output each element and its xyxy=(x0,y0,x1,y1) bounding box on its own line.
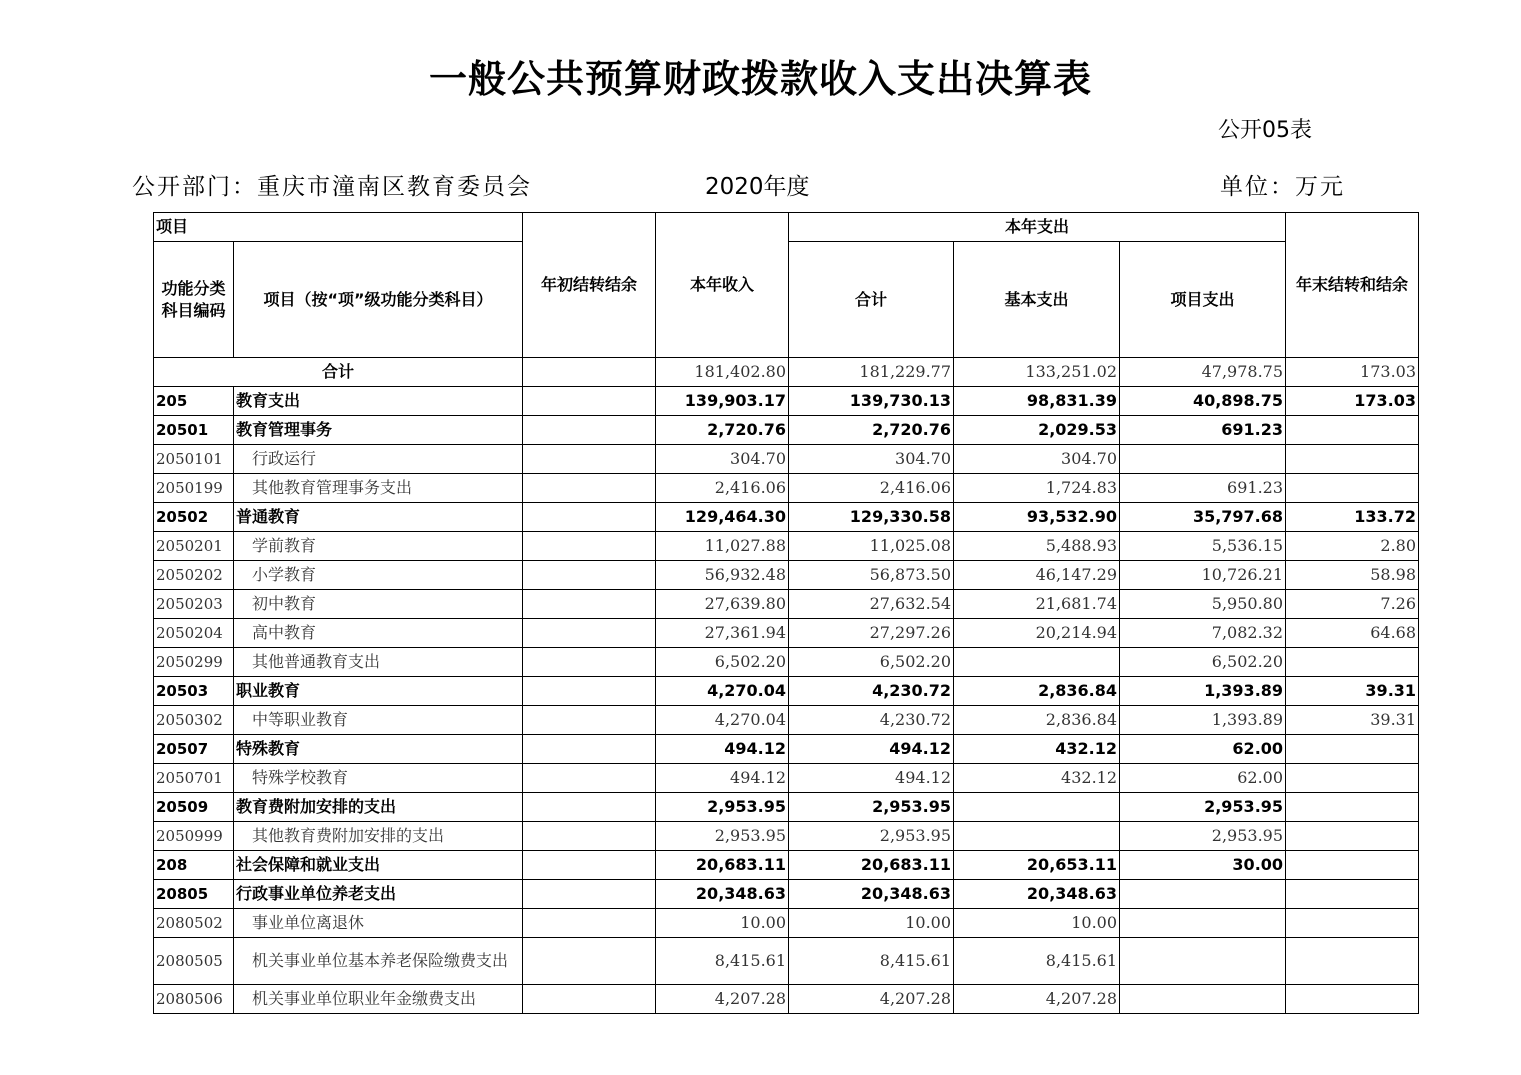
total-row xyxy=(154,358,1419,387)
row-total: 11,025.08 xyxy=(789,532,954,561)
row-name: 小学教育 xyxy=(234,561,523,590)
row-project xyxy=(1120,985,1286,1014)
row-basic: 2,836.84 xyxy=(954,677,1120,706)
row-project: 5,536.15 xyxy=(1120,532,1286,561)
row-project: 5,950.80 xyxy=(1120,590,1286,619)
table-row xyxy=(154,503,1419,532)
row-begin xyxy=(523,416,656,445)
row-begin xyxy=(523,677,656,706)
row-end xyxy=(1286,735,1419,764)
row-code: 2050201 xyxy=(154,532,234,561)
row-name: 机关事业单位基本养老保险缴费支出 xyxy=(234,938,523,985)
table-row xyxy=(154,985,1419,1014)
row-begin xyxy=(523,851,656,880)
row-income: 11,027.88 xyxy=(656,532,789,561)
row-begin xyxy=(523,793,656,822)
row-income: 20,348.63 xyxy=(656,880,789,909)
row-total: 304.70 xyxy=(789,445,954,474)
table-row xyxy=(154,851,1419,880)
fiscal-year: 2020年度 xyxy=(705,174,810,200)
row-income: 4,207.28 xyxy=(656,985,789,1014)
row-end: 2.80 xyxy=(1286,532,1419,561)
row-begin xyxy=(523,938,656,985)
row-name: 其他教育管理事务支出 xyxy=(234,474,523,503)
row-code: 20509 xyxy=(154,793,234,822)
total-label: 合计 xyxy=(154,358,523,387)
row-basic: 20,214.94 xyxy=(954,619,1120,648)
row-code: 2080505 xyxy=(154,938,234,985)
row-project: 7,082.32 xyxy=(1120,619,1286,648)
row-end xyxy=(1286,474,1419,503)
row-end: 58.98 xyxy=(1286,561,1419,590)
row-total: 27,297.26 xyxy=(789,619,954,648)
budget-table xyxy=(153,212,1419,1014)
row-income: 8,415.61 xyxy=(656,938,789,985)
row-begin xyxy=(523,648,656,677)
row-name: 普通教育 xyxy=(234,503,523,532)
row-project xyxy=(1120,909,1286,938)
row-basic: 93,532.90 xyxy=(954,503,1120,532)
row-project xyxy=(1120,938,1286,985)
row-income: 27,361.94 xyxy=(656,619,789,648)
row-end xyxy=(1286,880,1419,909)
row-name: 特殊学校教育 xyxy=(234,764,523,793)
row-project: 6,502.20 xyxy=(1120,648,1286,677)
row-total: 494.12 xyxy=(789,735,954,764)
row-basic: 1,724.83 xyxy=(954,474,1120,503)
header-project: 项目 xyxy=(154,213,523,242)
row-code: 20502 xyxy=(154,503,234,532)
row-code: 2050199 xyxy=(154,474,234,503)
row-total: 20,348.63 xyxy=(789,880,954,909)
row-end: 64.68 xyxy=(1286,619,1419,648)
row-project: 2,953.95 xyxy=(1120,822,1286,851)
row-end xyxy=(1286,416,1419,445)
row-begin xyxy=(523,619,656,648)
row-begin xyxy=(523,532,656,561)
row-end xyxy=(1286,648,1419,677)
row-basic: 20,348.63 xyxy=(954,880,1120,909)
row-begin xyxy=(523,474,656,503)
row-project: 1,393.89 xyxy=(1120,706,1286,735)
department-label: 公开部门：重庆市潼南区教育委员会 xyxy=(132,174,532,200)
header-name: 项目（按“项”级功能分类科目） xyxy=(234,242,523,358)
row-code: 20501 xyxy=(154,416,234,445)
row-code: 2050701 xyxy=(154,764,234,793)
row-total: 4,207.28 xyxy=(789,985,954,1014)
row-end: 39.31 xyxy=(1286,706,1419,735)
row-project xyxy=(1120,445,1286,474)
row-total: 6,502.20 xyxy=(789,648,954,677)
row-end xyxy=(1286,909,1419,938)
row-project xyxy=(1120,880,1286,909)
header-income: 本年收入 xyxy=(656,213,789,358)
row-begin xyxy=(523,706,656,735)
row-name: 其他教育费附加安排的支出 xyxy=(234,822,523,851)
row-code: 2050299 xyxy=(154,648,234,677)
row-name: 行政事业单位养老支出 xyxy=(234,880,523,909)
row-income: 494.12 xyxy=(656,764,789,793)
total-begin xyxy=(523,358,656,387)
total-basic: 133,251.02 xyxy=(954,358,1120,387)
row-end: 39.31 xyxy=(1286,677,1419,706)
row-total: 2,720.76 xyxy=(789,416,954,445)
row-end xyxy=(1286,764,1419,793)
row-income: 304.70 xyxy=(656,445,789,474)
row-total: 2,953.95 xyxy=(789,793,954,822)
header-end-balance: 年末结转和结余 xyxy=(1286,213,1419,358)
table-row xyxy=(154,677,1419,706)
table-number: 公开05表 xyxy=(1218,118,1312,143)
row-begin xyxy=(523,590,656,619)
header-project-expense: 项目支出 xyxy=(1120,242,1286,358)
table-row xyxy=(154,619,1419,648)
row-basic: 2,836.84 xyxy=(954,706,1120,735)
table-row xyxy=(154,387,1419,416)
row-name: 特殊教育 xyxy=(234,735,523,764)
table-row xyxy=(154,648,1419,677)
table-row xyxy=(154,590,1419,619)
row-end xyxy=(1286,938,1419,985)
row-begin xyxy=(523,909,656,938)
row-basic: 304.70 xyxy=(954,445,1120,474)
row-begin xyxy=(523,561,656,590)
row-basic: 432.12 xyxy=(954,735,1120,764)
table-row xyxy=(154,474,1419,503)
row-code: 2080502 xyxy=(154,909,234,938)
row-basic: 98,831.39 xyxy=(954,387,1120,416)
row-total: 20,683.11 xyxy=(789,851,954,880)
row-income: 56,932.48 xyxy=(656,561,789,590)
total-project: 47,978.75 xyxy=(1120,358,1286,387)
row-project: 10,726.21 xyxy=(1120,561,1286,590)
row-income: 10.00 xyxy=(656,909,789,938)
table-row xyxy=(154,706,1419,735)
table-row xyxy=(154,938,1419,985)
row-project: 62.00 xyxy=(1120,735,1286,764)
total-income: 181,402.80 xyxy=(656,358,789,387)
row-income: 27,639.80 xyxy=(656,590,789,619)
row-project: 30.00 xyxy=(1120,851,1286,880)
table-row xyxy=(154,445,1419,474)
row-total: 494.12 xyxy=(789,764,954,793)
row-begin xyxy=(523,880,656,909)
table-row xyxy=(154,764,1419,793)
row-basic: 2,029.53 xyxy=(954,416,1120,445)
row-name: 行政运行 xyxy=(234,445,523,474)
row-name: 教育管理事务 xyxy=(234,416,523,445)
row-basic: 10.00 xyxy=(954,909,1120,938)
table-row xyxy=(154,822,1419,851)
row-project: 35,797.68 xyxy=(1120,503,1286,532)
row-income: 494.12 xyxy=(656,735,789,764)
row-basic: 21,681.74 xyxy=(954,590,1120,619)
row-name: 教育支出 xyxy=(234,387,523,416)
row-name: 中等职业教育 xyxy=(234,706,523,735)
unit-label: 单位：万元 xyxy=(1220,174,1345,200)
row-income: 129,464.30 xyxy=(656,503,789,532)
header-basic: 基本支出 xyxy=(954,242,1120,358)
row-income: 139,903.17 xyxy=(656,387,789,416)
row-begin xyxy=(523,735,656,764)
row-code: 20805 xyxy=(154,880,234,909)
header-expense-group: 本年支出 xyxy=(789,213,1286,242)
row-income: 2,416.06 xyxy=(656,474,789,503)
table-row xyxy=(154,909,1419,938)
row-code: 205 xyxy=(154,387,234,416)
row-total: 4,230.72 xyxy=(789,706,954,735)
row-project: 40,898.75 xyxy=(1120,387,1286,416)
row-basic: 5,488.93 xyxy=(954,532,1120,561)
row-name: 事业单位离退休 xyxy=(234,909,523,938)
row-project: 1,393.89 xyxy=(1120,677,1286,706)
row-income: 2,953.95 xyxy=(656,793,789,822)
row-income: 6,502.20 xyxy=(656,648,789,677)
table-row xyxy=(154,735,1419,764)
row-code: 2080506 xyxy=(154,985,234,1014)
row-basic: 432.12 xyxy=(954,764,1120,793)
row-total: 2,416.06 xyxy=(789,474,954,503)
header-begin-balance: 年初结转结余 xyxy=(523,213,656,358)
row-code: 20503 xyxy=(154,677,234,706)
table-row xyxy=(154,880,1419,909)
row-project: 2,953.95 xyxy=(1120,793,1286,822)
row-income: 4,270.04 xyxy=(656,677,789,706)
row-code: 20507 xyxy=(154,735,234,764)
row-total: 10.00 xyxy=(789,909,954,938)
row-total: 139,730.13 xyxy=(789,387,954,416)
row-total: 27,632.54 xyxy=(789,590,954,619)
row-total: 8,415.61 xyxy=(789,938,954,985)
row-income: 4,270.04 xyxy=(656,706,789,735)
row-name: 学前教育 xyxy=(234,532,523,561)
table-row xyxy=(154,561,1419,590)
row-basic xyxy=(954,648,1120,677)
row-name: 社会保障和就业支出 xyxy=(234,851,523,880)
row-begin xyxy=(523,387,656,416)
row-name: 教育费附加安排的支出 xyxy=(234,793,523,822)
header-total: 合计 xyxy=(789,242,954,358)
row-basic: 4,207.28 xyxy=(954,985,1120,1014)
row-name: 初中教育 xyxy=(234,590,523,619)
row-begin xyxy=(523,764,656,793)
row-end xyxy=(1286,445,1419,474)
total-expense: 181,229.77 xyxy=(789,358,954,387)
row-end: 173.03 xyxy=(1286,387,1419,416)
row-name: 机关事业单位职业年金缴费支出 xyxy=(234,985,523,1014)
row-begin xyxy=(523,445,656,474)
page-title: 一般公共预算财政拨款收入支出决算表 xyxy=(428,57,1092,101)
row-total: 56,873.50 xyxy=(789,561,954,590)
row-project: 691.23 xyxy=(1120,474,1286,503)
row-code: 2050203 xyxy=(154,590,234,619)
row-begin xyxy=(523,503,656,532)
row-code: 2050999 xyxy=(154,822,234,851)
row-begin xyxy=(523,985,656,1014)
row-begin xyxy=(523,822,656,851)
row-project: 62.00 xyxy=(1120,764,1286,793)
row-basic: 20,653.11 xyxy=(954,851,1120,880)
row-income: 20,683.11 xyxy=(656,851,789,880)
row-end xyxy=(1286,851,1419,880)
row-basic xyxy=(954,822,1120,851)
row-total: 129,330.58 xyxy=(789,503,954,532)
row-basic: 8,415.61 xyxy=(954,938,1120,985)
row-code: 208 xyxy=(154,851,234,880)
row-code: 2050302 xyxy=(154,706,234,735)
row-income: 2,953.95 xyxy=(656,822,789,851)
row-code: 2050202 xyxy=(154,561,234,590)
header-code: 功能分类科目编码 xyxy=(154,242,234,358)
row-project: 691.23 xyxy=(1120,416,1286,445)
row-name: 高中教育 xyxy=(234,619,523,648)
row-name: 职业教育 xyxy=(234,677,523,706)
row-end xyxy=(1286,822,1419,851)
total-end: 173.03 xyxy=(1286,358,1419,387)
row-code: 2050101 xyxy=(154,445,234,474)
table-row xyxy=(154,416,1419,445)
row-basic: 46,147.29 xyxy=(954,561,1120,590)
row-income: 2,720.76 xyxy=(656,416,789,445)
table-row xyxy=(154,532,1419,561)
row-basic xyxy=(954,793,1120,822)
row-end: 7.26 xyxy=(1286,590,1419,619)
row-code: 2050204 xyxy=(154,619,234,648)
row-end xyxy=(1286,793,1419,822)
table-row xyxy=(154,793,1419,822)
row-name: 其他普通教育支出 xyxy=(234,648,523,677)
row-total: 2,953.95 xyxy=(789,822,954,851)
row-end: 133.72 xyxy=(1286,503,1419,532)
row-end xyxy=(1286,985,1419,1014)
row-total: 4,230.72 xyxy=(789,677,954,706)
